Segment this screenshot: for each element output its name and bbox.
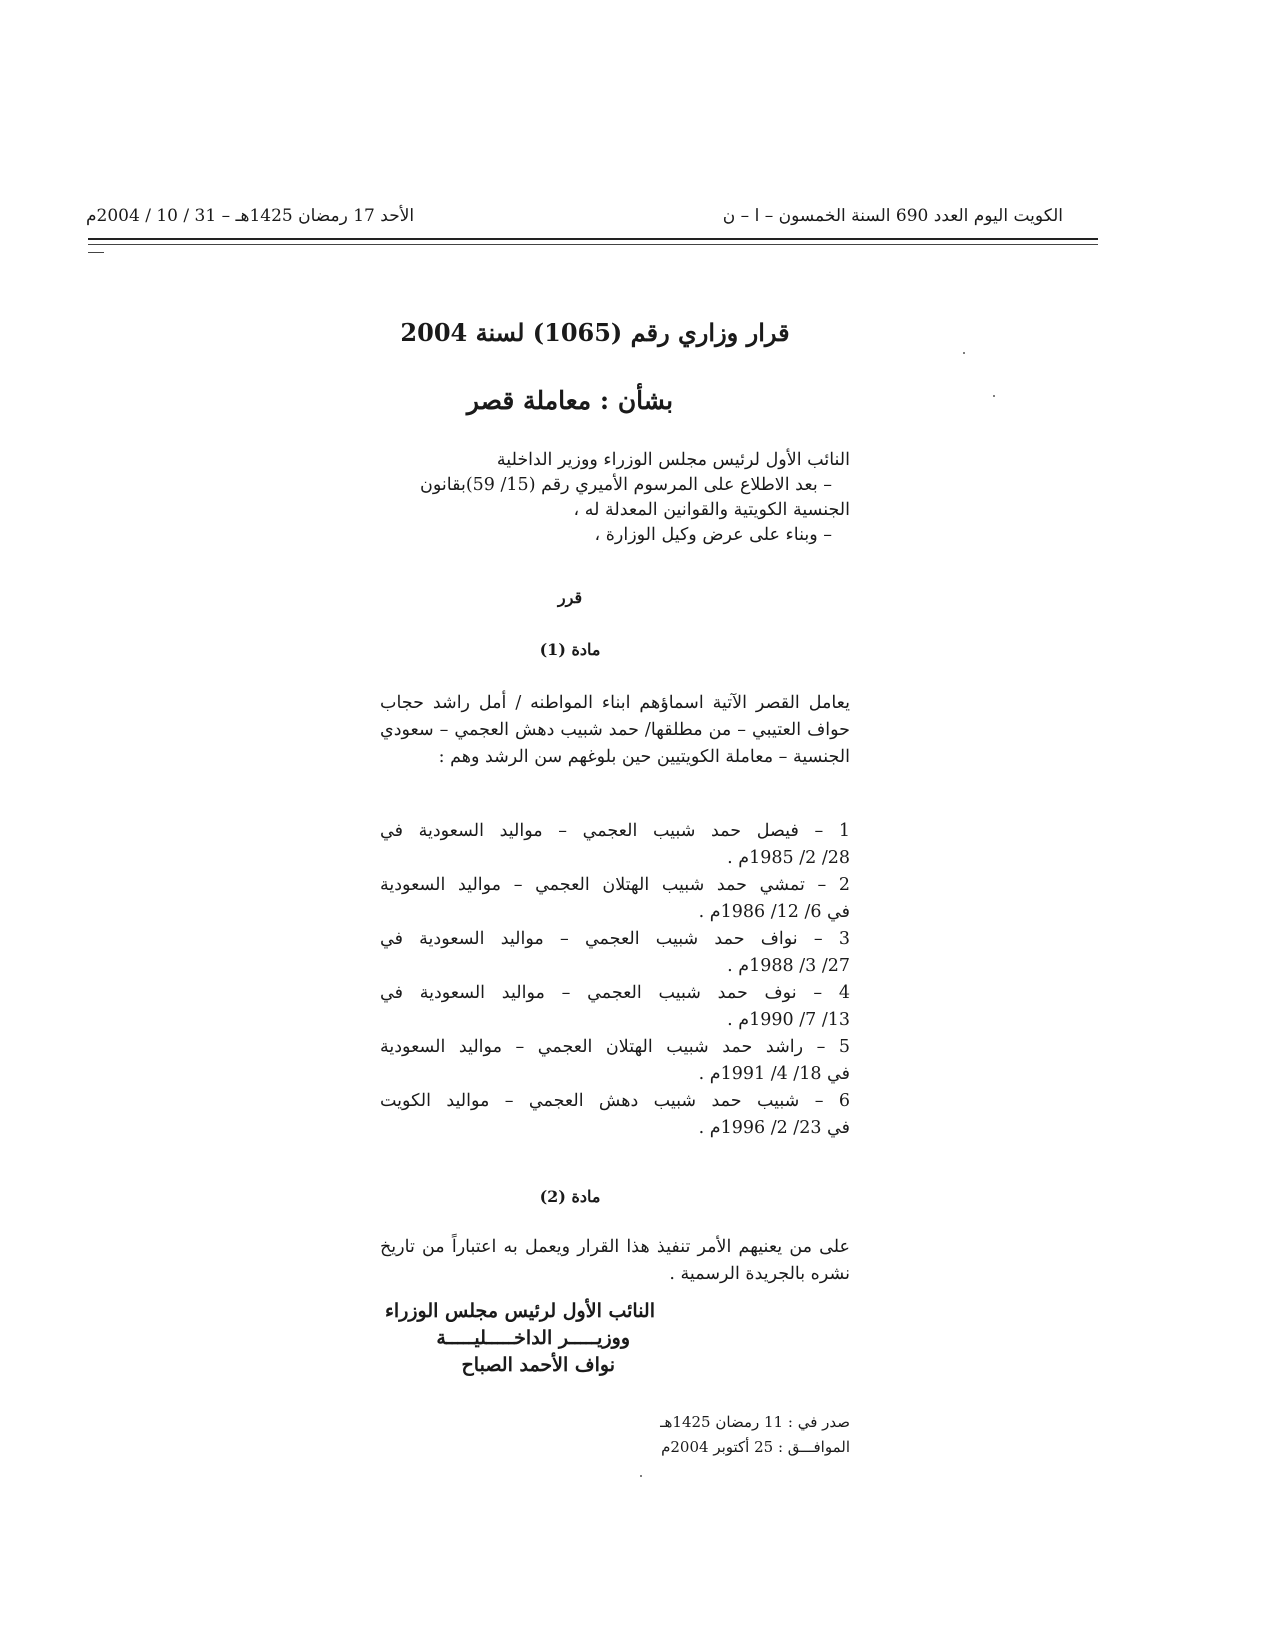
list-item-date: في 18/ 4/ 1991م .: [698, 1064, 850, 1084]
signature-block: [384, 1298, 655, 1379]
decision-title: قرار وزاري رقم (1065) لسنة 2004: [400, 318, 790, 347]
preamble-line: – بعد الاطلاع على المرسوم الأميري رقم (15/ 59)بقانون: [420, 475, 832, 495]
scan-speck: [963, 352, 965, 354]
list-item-line: 2 – تمشي حمد شبيب الهتلان العجمي – مواليد السعودية: [380, 875, 850, 895]
issued-gregorian-date: الموافـــق : 25 أكتوبر 2004م: [661, 1438, 850, 1456]
header-date: الأحد 17 رمضان 1425هـ – 31 / 10 / 2004م: [86, 206, 415, 226]
list-item-date: 28/ 2/ 1985م .: [727, 848, 850, 868]
issue-date-block: [660, 1410, 850, 1460]
preamble-line: النائب الأول لرئيس مجلس الوزراء ووزير الداخلية: [496, 450, 850, 470]
scan-speck: [993, 395, 995, 397]
header-rule-thin: [88, 244, 1098, 245]
list-item-date: في 23/ 2/ 1996م .: [698, 1118, 850, 1138]
list-item-date: 13/ 7/ 1990م .: [727, 1010, 850, 1030]
signatory-title: النائب الأول لرئيس مجلس الوزراء: [384, 1300, 655, 1322]
list-item: [380, 926, 850, 980]
article-1-list: [380, 818, 850, 1142]
list-item: [380, 818, 850, 872]
list-item: [380, 980, 850, 1034]
decided-heading: قرر: [557, 588, 583, 607]
list-item-line: 1 – فيصل حمد شبيب العجمي – مواليد السعودية في: [380, 821, 850, 841]
preamble: [380, 448, 850, 548]
article-1-heading: مادة (1): [539, 640, 601, 659]
list-item-line: 6 – شبيب حمد شبيب دهش العجمي – مواليد الكويت: [380, 1091, 850, 1111]
article-2-heading: مادة (2): [539, 1187, 601, 1206]
list-item-line: 5 – راشد حمد شبيب الهتلان العجمي – مواليد السعودية: [380, 1037, 850, 1057]
list-item: [380, 1034, 850, 1088]
header-rule: [88, 238, 1098, 240]
list-item-date: 27/ 3/ 1988م .: [727, 956, 850, 976]
list-item: [380, 1088, 850, 1142]
preamble-line: – وبناء على عرض وكيل الوزارة ،: [594, 525, 832, 545]
preamble-line: الجنسية الكويتية والقوانين المعدلة له ،: [573, 500, 850, 520]
list-item-line: 3 – نواف حمد شبيب العجمي – مواليد السعودية في: [380, 929, 850, 949]
list-item-date: في 6/ 12/ 1986م .: [698, 902, 850, 922]
signatory-ministry: ووزيـــــر الداخـــــليـــــة: [436, 1327, 630, 1349]
scan-speck: [640, 1475, 642, 1477]
article-1-intro: يعامل القصر الآتية اسماؤهم ابناء المواطنه / أمل راشد حجاب حواف العتيبي – من مطلقها/ حمد شبيب دهش العجمي – سعودي الجنسية – معاملة الكويتيين حين بلوغهم سن الرشد وهم :: [380, 693, 850, 767]
decision-subject: بشأن : معاملة قصر: [466, 386, 674, 415]
header-issue-info: الكويت اليوم العدد 690 السنة الخمسون – ا – ن: [722, 206, 1063, 226]
list-item-line: 4 – نوف حمد شبيب العجمي – مواليد السعودية في: [380, 983, 850, 1003]
article-2-body: على من يعنيهم الأمر تنفيذ هذا القرار ويعمل به اعتباراً من تاريخ نشره بالجريدة الرسمية .: [380, 1237, 850, 1284]
issued-hijri-date: صدر في : 11 رمضان 1425هـ: [660, 1413, 850, 1431]
signatory-name: نواف الأحمد الصباح: [461, 1354, 615, 1376]
header-rule-tick: [88, 252, 104, 253]
list-item: [380, 872, 850, 926]
